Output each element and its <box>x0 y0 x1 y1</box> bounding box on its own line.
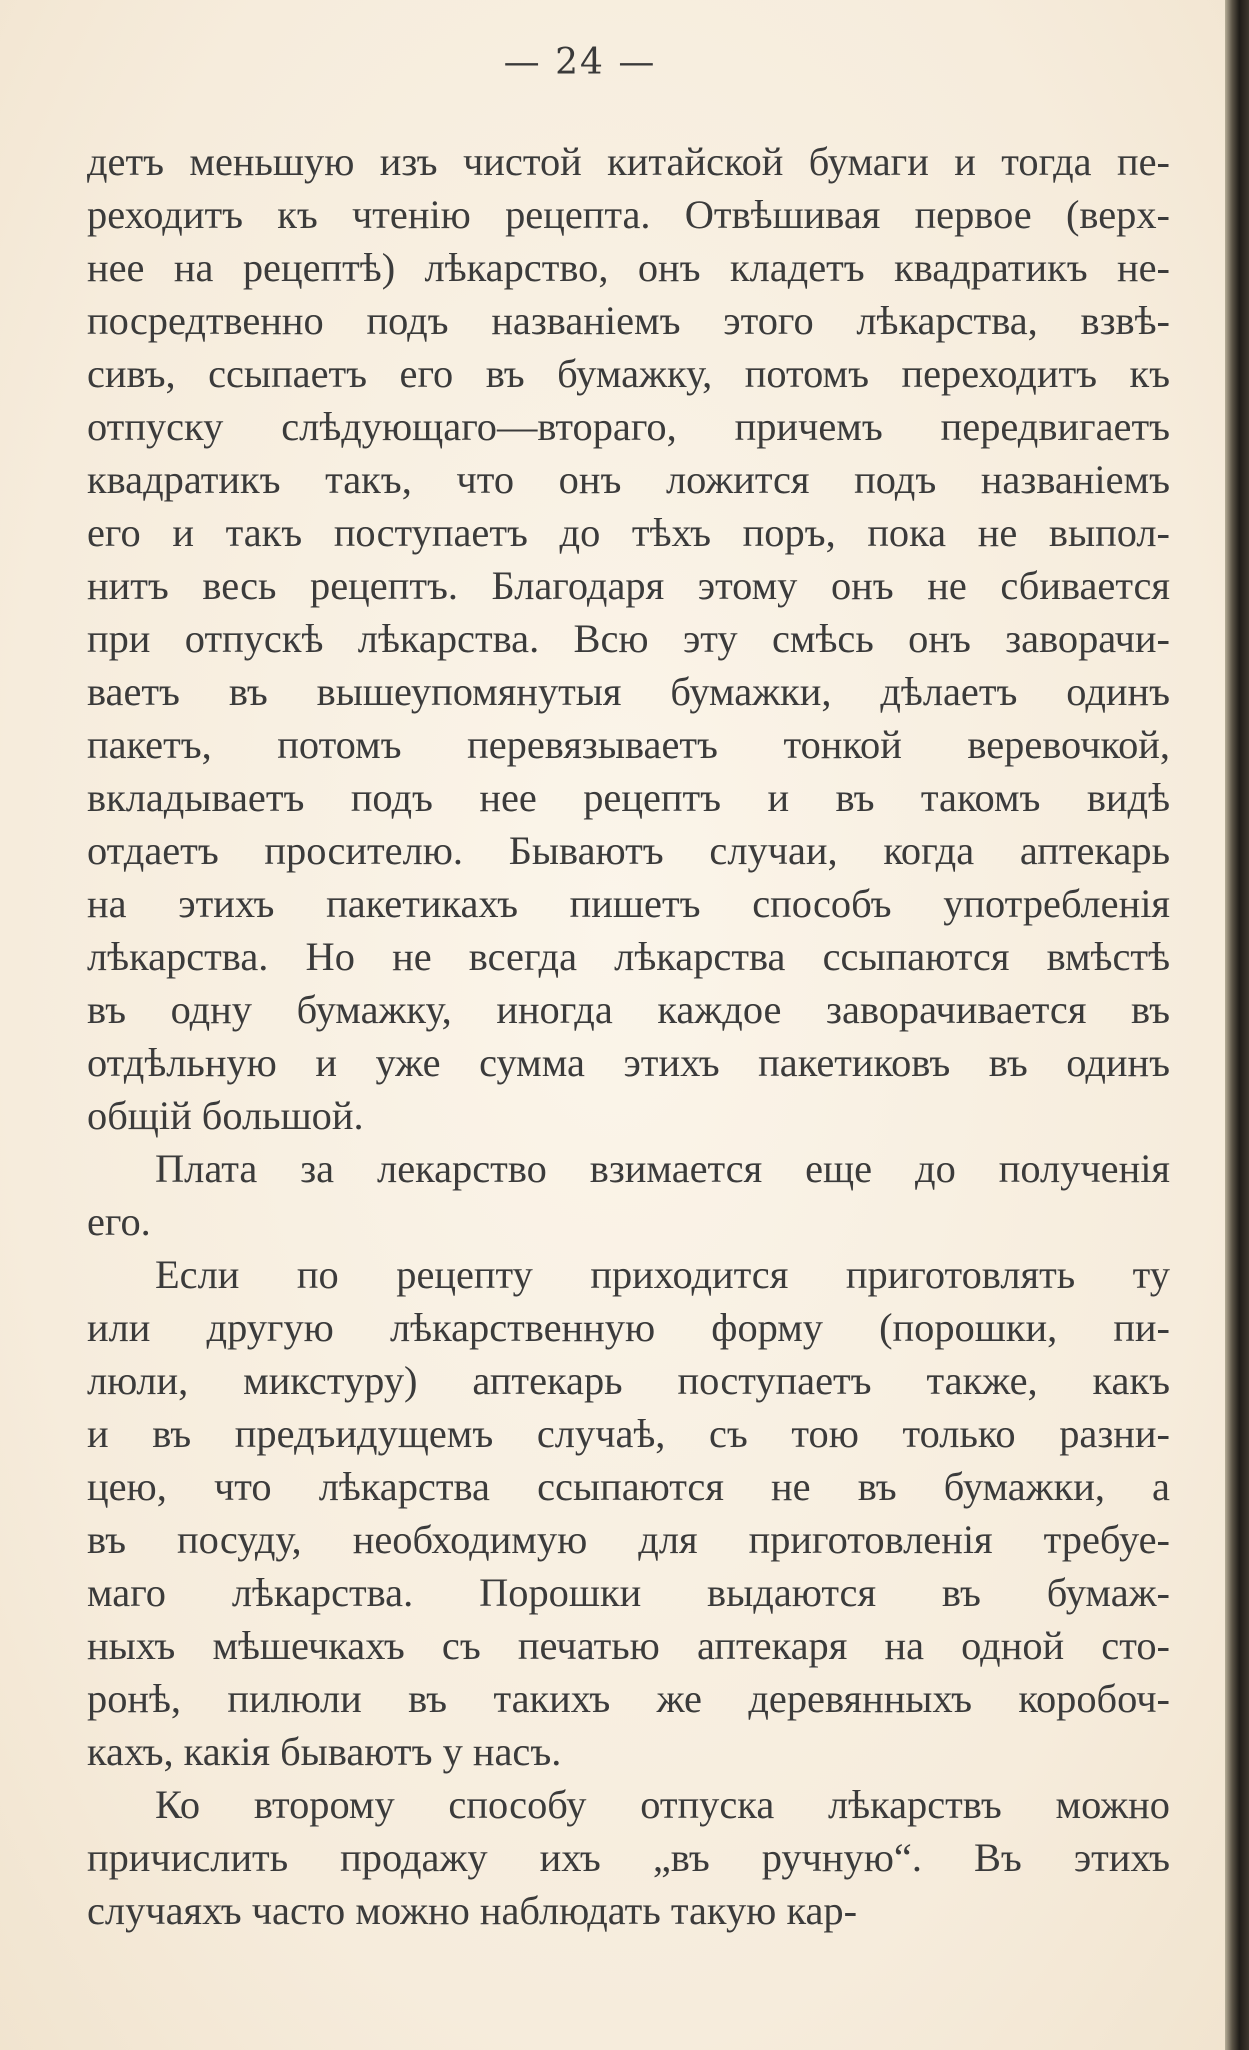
text-line: въ посуду, необходимую для приготовленія требуе- <box>87 1517 1170 1562</box>
text-line: нитъ весь рецептъ. Благодаря этому онъ не сбивается <box>87 563 1170 608</box>
text-line: реходитъ къ чтенію рецепта. Отвѣшивая первое (верх- <box>87 192 1170 237</box>
page-number: — 24 — <box>503 42 657 83</box>
text-line: Если по рецепту приходится приготовлять ту <box>155 1252 1170 1297</box>
text-line: вкладываетъ подъ нее рецептъ и въ такомъ видѣ <box>87 775 1170 820</box>
text-line: сивъ, ссыпаетъ его въ бумажку, потомъ переходитъ къ <box>87 351 1170 396</box>
text-line: причислить продажу ихъ „въ ручную“. Въ этихъ <box>87 1835 1170 1880</box>
text-line: кахъ, какія бываютъ у насъ. <box>87 1729 562 1774</box>
text-line: отпуску слѣдующаго—втораго, причемъ передвигаетъ <box>87 404 1170 449</box>
text-line: на этихъ пакетикахъ пишетъ способъ употребленія <box>87 881 1170 926</box>
text-line: ваетъ въ вышеупомянутыя бумажки, дѣлаетъ одинъ <box>87 669 1170 714</box>
text-line: нее на рецептѣ) лѣкарство, онъ кладетъ квадратикъ не- <box>87 245 1170 290</box>
text-line: квадратикъ такъ, что онъ ложится подъ названіемъ <box>87 457 1170 502</box>
text-line: въ одну бумажку, иногда каждое заворачивается въ <box>87 987 1170 1032</box>
text-line: Плата за лекарство взимается еще до полученія <box>155 1146 1170 1191</box>
text-line: посредтвенно подъ названіемъ этого лѣкарства, взвѣ- <box>87 298 1170 343</box>
text-line: лѣкарства. Но не всегда лѣкарства ссыпаются вмѣстѣ <box>87 934 1170 979</box>
text-line: пакетъ, потомъ перевязываетъ тонкой веревочкой, <box>87 722 1170 767</box>
paragraph <box>87 1778 1170 1937</box>
text-line: случаяхъ часто можно наблюдать такую кар- <box>87 1888 858 1933</box>
text-line: и въ предъидущемъ случаѣ, съ тою только разни- <box>87 1411 1170 1456</box>
text-line: отдаетъ просителю. Бываютъ случаи, когда аптекарь <box>87 828 1170 873</box>
paragraph <box>87 1248 1170 1778</box>
text-line: или другую лѣкарственную форму (порошки, пи- <box>87 1305 1170 1350</box>
text-line: общій большой. <box>87 1093 364 1138</box>
text-line: ныхъ мѣшечкахъ съ печатью аптекаря на одной сто- <box>87 1623 1170 1668</box>
book-spine-edge <box>1225 0 1249 2050</box>
text-line: отдѣльную и уже сумма этихъ пакетиковъ въ одинъ <box>87 1040 1170 1085</box>
text-line: при отпускѣ лѣкарства. Всю эту смѣсь онъ заворачи- <box>87 616 1170 661</box>
text-line: его. <box>87 1199 151 1244</box>
text-line: ронѣ, пилюли въ такихъ же деревянныхъ коробоч- <box>87 1676 1170 1721</box>
text-line: цею, что лѣкарства ссыпаются не въ бумажки, а <box>87 1464 1170 1509</box>
paragraph <box>87 1142 1170 1248</box>
text-line: люли, микстуру) аптекарь поступаетъ также, какъ <box>87 1358 1170 1403</box>
text-line: детъ меньшую изъ чистой китайской бумаги и тогда пе- <box>87 139 1170 184</box>
body-text <box>87 135 1170 1937</box>
paragraph <box>87 135 1170 1142</box>
text-line: Ко второму способу отпуска лѣкарствъ можно <box>155 1782 1170 1827</box>
text-line: маго лѣкарства. Порошки выдаются въ бумаж- <box>87 1570 1170 1615</box>
text-line: его и такъ поступаетъ до тѣхъ поръ, пока не выпол- <box>87 510 1170 555</box>
